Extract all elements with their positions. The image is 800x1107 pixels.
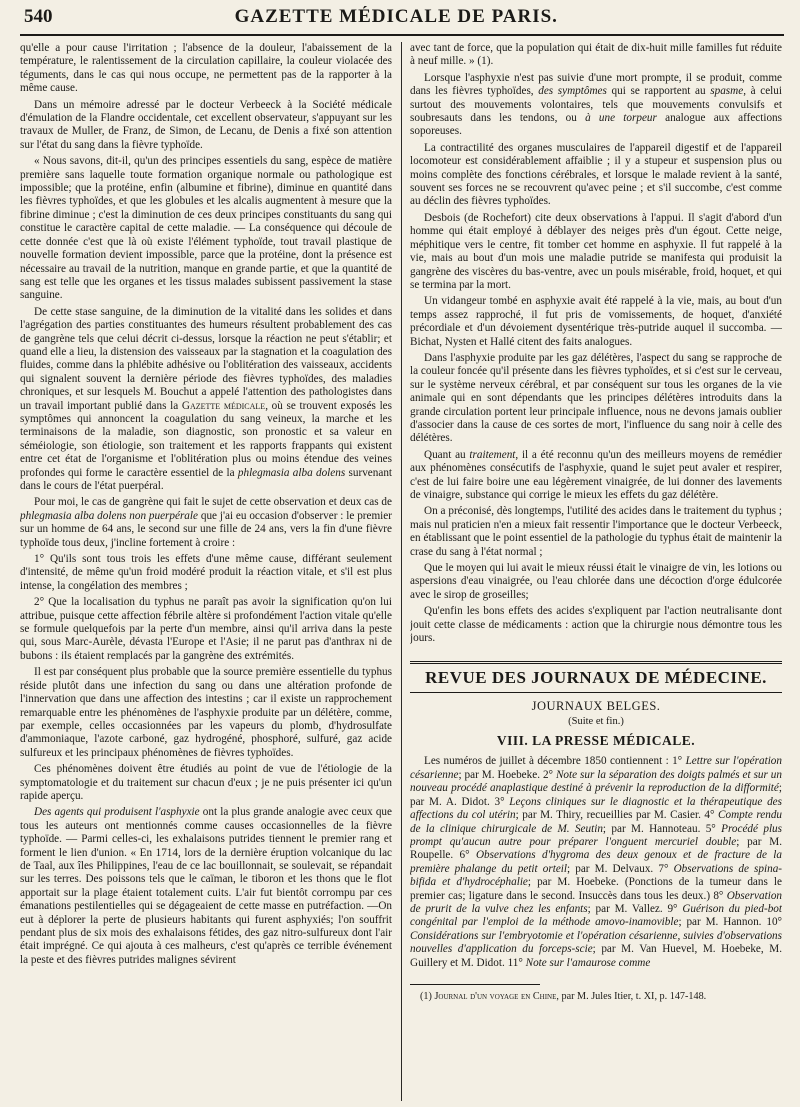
- paragraph: On a préconisé, dès longtemps, l'utilité des acides dans le traitement du typhus ; mais nul praticien n'en a mieux fait ressentir l'importance que le docteur Verbeeck, en établissant que le point essentiel de la pathologie du typhus était de maintenir la crase du sang à l'état normal ;: [410, 505, 782, 558]
- italic-run: Observation de prurit de la vulve chez les enfants: [410, 889, 782, 915]
- text-run: , il a été reconnu qu'un des meilleurs moyens de remédier aux phénomènes consécutifs de l'asphyxie, quand le sujet peut avaler et respirer, c'est de lui faire boire une eau légèrement vinaigrée, de lui donner des lavements de vinaigre, substance qui corrige le mieux les effets du gaz délétère.: [410, 448, 782, 501]
- columns: [20, 42, 784, 1101]
- text-run: ; par M. Van Huevel, M. Hoebeke, M. Guillery et M. Didot. 11°: [410, 943, 782, 969]
- paragraph: Il est par conséquent plus probable que la source première essentielle du typhus réside plutôt dans une infection du sang ou dans une altération profonde de l'innervation que dans une affection des intestins ; car il existe un rapprochement remarquable entre les phénomènes de l'asphyxie produite par un délétère, comme, par exemple, celles occasionnées par les vapeurs du plomb, d'hydrosulfate d'ammoniaque, l'azote carboné, gaz hydrogéné, phosphoré, sulfuré, gaz acide sulfureux et les principaux phénomènes de fièvres typhoïdes.: [20, 666, 392, 759]
- text-run: Gazette médicale: [181, 399, 266, 412]
- paragraph: Qu'enfin les bons effets des acides s'expliquent par l'action neutralisante dont jouit cette classe de médicaments : action que la chirurgie nous démontre tous les jours.: [410, 605, 782, 645]
- italic-run: traitement: [469, 448, 516, 461]
- footnote-rule: [410, 984, 540, 985]
- italic-run: Observations de spina-bifida et d'hydrocéphalie: [410, 862, 782, 889]
- italic-run: phlegmasia alba dolens non puerpérale: [20, 509, 198, 522]
- footnote: [410, 991, 782, 1003]
- paragraph: « Nous savons, dit-il, qu'un des principes essentiels du sang, espèce de matière première sans laquelle toute formation organique normale ou pathologique est impossible; que la protéine, enfin (albumine et fibrine), diminue en quantité dans les fièvres typhoïdes, et que les globules et les alcalis augmentent à mesure que la fibrine diminue ; c'est la diminution de ces deux principes constituants du sang qui constitue le caractère capital de cette maladie. — La conséquence qui découle de cette donnée c'est que là où existe l'élément typhoïde, tout travail plastique de nouvelle formation devient impossible, parce que la protéine, dont la présence est nécessaire au travail de la nutrition, manque en grande partie, et que la quantité de sang est telle que les organes et les tissus malades subissent passivement la stase sanguine.: [20, 155, 392, 302]
- text-run: (1): [420, 990, 432, 1002]
- italic-run: Note sur l'amaurose comme: [525, 956, 651, 969]
- italic-run: Compte rendu de la clinique chirurgicale de M. Seutin: [410, 809, 782, 835]
- italic-run: Note sur la séparation des doigts palmés et sur un nouveau procédé anaplastique destiné à prévenir la reproduction de la difformité: [410, 768, 782, 795]
- italic-run: Guérison du pied-bot congénital par l'emploi de la méthode amovo-inamovible: [410, 902, 782, 929]
- paragraph: [20, 496, 392, 550]
- newspaper-page: [20, 6, 784, 1101]
- paragraph: [20, 306, 392, 494]
- text-run: ont la plus grande analogie avec ceux que tous les auteurs ont mentionnés comme causes occasionnelles de la fièvre typhoïde. — Parmi celles-ci, les exhalaisons putrides tiennent le premier rang et forment le lien d'union. « En 1714, lors de la dernière éruption volcanique du lac de Taal, aux îles Philippines, l'eau de ce lac bouillonnait, se soulevait, se répandait sur les terres. Des poissons tels que le caïman, le tiboron et les thons que le flot apportait sur la plage étaient totalement cuits. L'air fut bientôt corrompu par ces émanations pestilentielles qui se dégageaient de cette masse en putréfaction. —On eut à déplorer la perte de plusieurs habitants qui furent asphyxiés; l'on souffrit pendant plus de six mois des exhalaisons fétides, des gaz nitro-sulfureux dont l'air était imprégné. Ce qui ajouta à ces malheurs, c'est qu'après ce terrible événement la peste et des fièvres putrides malignes sévirent: [20, 806, 392, 966]
- paragraph: [410, 72, 782, 139]
- paragraph: avec tant de force, que la population qui était de dix-huit mille familles fut réduite à neuf mille. » (1).: [410, 42, 782, 68]
- text-run: survenant dans le cours de l'état puerpéral.: [20, 466, 392, 492]
- text-run: qui se rapportent au: [611, 85, 706, 98]
- text-run: ; par M. Roupelle. 6°: [410, 835, 782, 862]
- text-run: ; par M. Thiry, recueillies par M. Casier. 4°: [515, 809, 715, 822]
- italic-run: des symptômes: [538, 85, 607, 98]
- paragraph: Dans l'asphyxie produite par les gaz délétères, l'aspect du sang se rapproche de la couleur foncée qu'il présente dans les fièvres typhoïdes, et si c'est sur le cerveau, sur le système nerveux cérébral, et par conséquent sur tous les organes de la vie animale qui en sont dépendants que les principes délétères introduits dans la grande circulation portent leur principale influence, nous ne devons jamais oublier d'associer dans la cause de ces sortes de mort, l'influence du sang noir à celle des délétères.: [410, 351, 782, 445]
- page-header: [20, 6, 784, 36]
- italic-run: Considérations sur l'embryotomie et l'opération césarienne, suivies d'observations nouvelles d'application du forceps-scie: [410, 929, 782, 956]
- masthead-title: GAZETTE MÉDICALE DE PARIS.: [234, 6, 558, 27]
- text-run: ; par M. Hannoteau. 5°: [602, 822, 716, 835]
- section-banner: [410, 661, 782, 693]
- suite-note: (Suite et fin.): [568, 716, 624, 728]
- journaux-heading: JOURNAUX BELGES.: [531, 699, 661, 714]
- right-column: [410, 42, 782, 1101]
- text-run: Journal d'un voyage en Chine: [434, 990, 557, 1002]
- text-run: analogue aux affections soporeuses.: [410, 112, 782, 138]
- page-number: 540: [24, 6, 53, 27]
- paragraph: [410, 449, 782, 503]
- text-run: De cette stase sanguine, de la diminution de la vitalité dans les solides et dans l'agrégation des parties constituantes des humeurs résultent probablement des cas de gangrène tels que celui décrit ci-dessus, lorsque la réaction ne peut s'établir; et quand elle a lieu, la distension des vaisseaux par la stagnation et la coagulation des fluides, comme dans la phlébite adhésive ou l'oblitération des vaisseaux, accidents qui signalent souvent la dernière période des fièvres typhoïdes, des maladies chroniques, et sur lesquels M. Bouchut a appelé l'attention des pathologistes dans un travail important publié dans la: [20, 305, 392, 412]
- paragraph: qu'elle a pour cause l'irritation ; l'absence de la douleur, l'abaissement de la température, le ralentissement de la circulation capillaire, la couleur violacée des téguments, dans le cas qui nous occupe, ne permettent pas de la rapporter à la même cause.: [20, 42, 392, 95]
- paragraph: Un vidangeur tombé en asphyxie avait été rappelé à la vie, mais, au bout d'un temps assez rapproché, il fut pris de vomissements, de hoquet, d'anxiété précordiale et d'un dévoiement dysentérique très-putride auquel il succomba. — Bichat, Nysten et Hallé citent des faits analogues.: [410, 295, 782, 348]
- text-run: ; par M. Vallez. 9°: [587, 902, 678, 915]
- column-divider: [401, 42, 402, 1101]
- paragraph: 1° Qu'ils sont tous trois les effets d'une même cause, différant seulement d'intensité, de même qu'un froid modéré produit la réaction vitale, et s'il est plus intense, la congélation des membres ;: [20, 553, 392, 592]
- paragraph: [20, 806, 392, 967]
- text-run: , par M. Jules Itier, t. XI, p. 147-148.: [556, 990, 707, 1002]
- text-run: ; par M. A. Didot. 3°: [410, 782, 782, 808]
- text-run: Lorsque l'asphyxie n'est pas suivie d'une mort prompte, il se produit, comme dans les fièvres typhoïdes,: [410, 71, 782, 98]
- italic-run: Lettre sur l'opération césarienne: [410, 755, 782, 781]
- text-run: ; par M. Delvaux. 7°: [567, 862, 669, 875]
- paragraph: La contractilité des organes musculaires de l'appareil digestif et de l'appareil locomoteur est considérablement affaiblie ; il y a stupeur et suspension plus ou moins complète des fonctions cérébrales, et lorsque le malade revient à la santé, souvent ses forces ne se recouvrent qu'avec peine ; et s'il succombe, c'est comme au déclin des fièvres typhoïdes.: [410, 141, 782, 208]
- italic-run: Procédé plus prompt qu'aucun autre pour préparer l'onguent mercuriel double: [410, 822, 782, 848]
- text-run: , où se trouvent exposés les symptômes qui annoncent la coagulation du sang veineux, la marche et les terminaisons de la maladie, son diagnostic, son pronostic et sa valeur en séméiologie, son étiologie, son traitement et les rapports frappants qui existent entre cet état de l'organisme et l'oblitération plus ou moins étendue des veines profondes qui forme le caractère essentiel de la: [20, 399, 392, 479]
- section-heading: VIII. LA PRESSE MÉDICALE.: [496, 733, 696, 749]
- paragraph: Dans un mémoire adressé par le docteur Verbeeck à la Société médicale d'émulation de la Flandre occidentale, cet excellent observateur, s'appuyant sur les travaux de Muller, de Franz, de Simon, de Lecanu, de Denis a fixé son attention sur l'état du sang dans la fièvre typhoïde.: [20, 98, 392, 151]
- text-run: , à celui surtout des mouvements volontaires, tels que mouvements convulsifs et soubresauts dans les tendons, ou: [410, 85, 782, 125]
- text-run: Pour moi, le cas de gangrène qui fait le sujet de cette observation et deux cas de: [34, 496, 392, 509]
- text-run: que j'ai eu occasion d'observer : le premier sur un homme de 64 ans, le second sur une fille de 24 ans, vers la fin d'une fièvre typhoïde tous deux, j'incline fortement à croire :: [20, 509, 392, 549]
- italic-run: Leçons cliniques sur le diagnostic et la thérapeutique des affections du col utérin: [410, 795, 782, 822]
- text-run: ; par M. Hoebeke. 2°: [458, 768, 554, 781]
- text-run: Les numéros de juillet à décembre 1850 contiennent : 1°: [424, 755, 683, 768]
- text-run: ; par M. Hoebeke. (Ponctions de la tumeur dans le premier cas; ligature dans le second. Insuccès dans tous les deux.) 8°: [410, 876, 782, 902]
- paragraph: Desbois (de Rochefort) cite deux observations à l'appui. Il s'agit d'abord d'un homme qui était employé à déblayer des neiges près d'un égout. Cette neige, méphitique vers le centre, fit tomber cet homme en asphyxie. Il fut rappelé à la vie, mais au bout d'un mois une maladie putride se manifesta qui produisit la gangrène des viscères du bas-ventre, avec un pouls misérable, froid, hoquet, et qui se termina par la mort.: [410, 211, 782, 291]
- italic-run: phlegmasia alba dolens: [237, 466, 346, 479]
- paragraph: Ces phénomènes doivent être étudiés au point de vue de l'étiologie de la symptomatologie et du traitement sur chacun d'eux ; je ne puis présenter ici qu'un rapide aperçu.: [20, 763, 392, 802]
- text-run: Quant au: [424, 448, 466, 461]
- text-run: ; par M. Hannon. 10°: [678, 916, 782, 929]
- revue-title: REVUE DES JOURNAUX DE MÉDECINE.: [425, 668, 767, 688]
- italic-run: à une torpeur: [585, 112, 657, 125]
- italic-run: Des agents qui produisent l'asphyxie: [34, 806, 200, 819]
- paragraph: Que le moyen qui lui avait le mieux réussi était le vinaigre de vin, les lotions ou aspersions d'eau vinaigrée, ou l'eau chlorée dans une décoction d'orge édulcorée avec le sirop de groseilles;: [410, 562, 782, 601]
- left-column: [20, 42, 392, 1101]
- italic-run: Observations d'hygroma des deux genoux et de fracture de la première phalange du petit orteil: [410, 849, 782, 875]
- paragraph: 2° Que la localisation du typhus ne paraît pas avoir la signification qu'on lui attribue, puisque cette affection fébrile altère si profondément l'action vitale qu'elle se formule quelquefois par la perte d'un membre, ainsi qu'il arriva dans la peste qui, sous Marc-Aurèle, dévasta l'Europe et l'Asie; il ne parut pas d'anthrax ni de bubons : ils étaient remplacés par la gangrène des extrémités.: [20, 596, 392, 662]
- paragraph: [410, 755, 782, 970]
- italic-run: spasme: [710, 85, 744, 98]
